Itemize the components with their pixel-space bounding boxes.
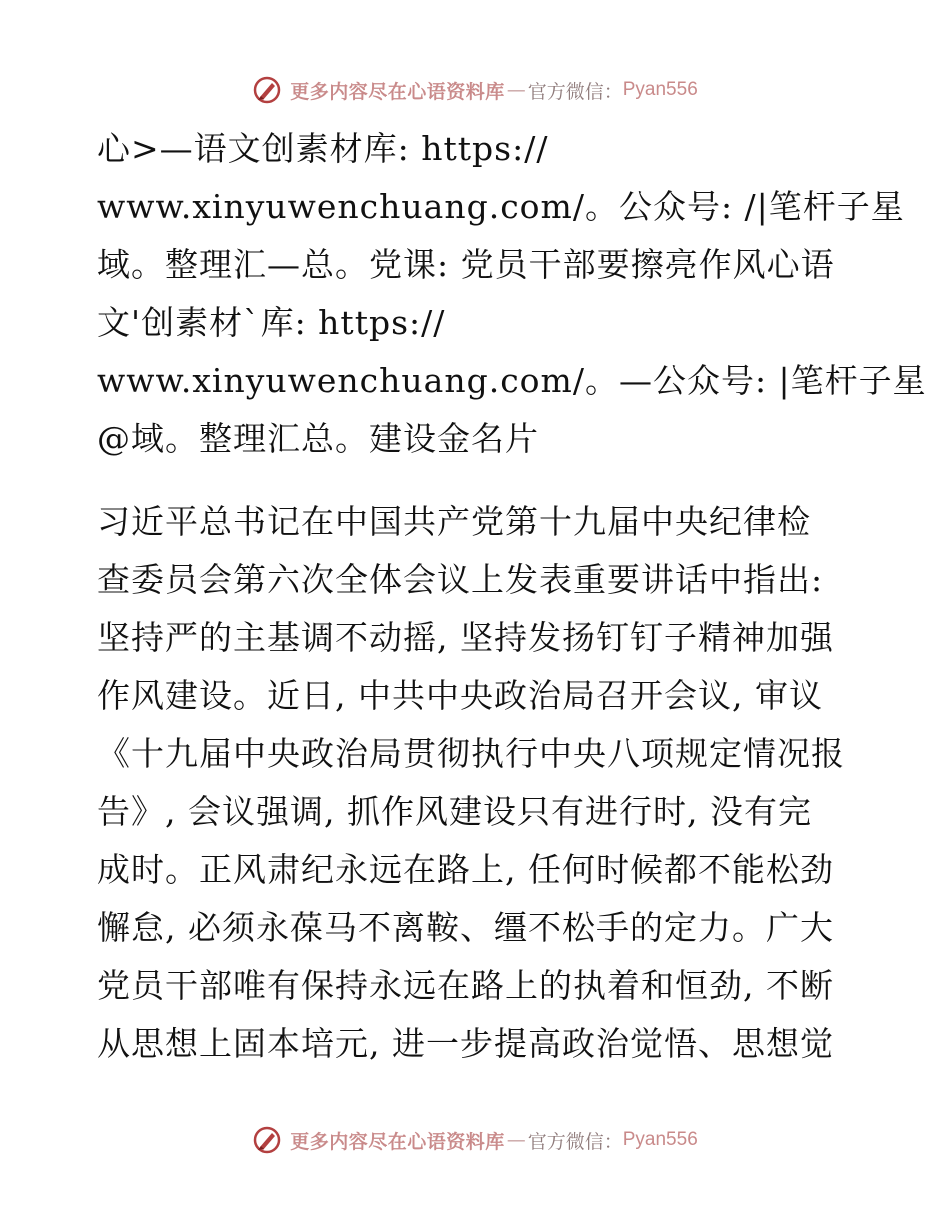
header-handle: Pyan556 xyxy=(622,79,698,100)
paragraph-2-line: 懈怠, 必须永葆马不离鞍、缰不松手的定力。广大 xyxy=(97,908,834,947)
footer-separator: — xyxy=(506,1129,526,1151)
paragraph-2-line: 告》, 会议强调, 抓作风建设只有进行时, 没有完 xyxy=(97,792,812,831)
paragraph-1-line: www.xinyuwenchuang.com/。公众号: /|笔杆子星 xyxy=(97,187,905,226)
footer-banner xyxy=(0,1120,950,1160)
paragraph-2-line: 成时。正风肃纪永远在路上, 任何时候都不能松劲 xyxy=(97,850,834,889)
footer-brand-text: 更多内容尽在心语资料库 xyxy=(290,1130,505,1153)
paragraph-1-line: www.xinyuwenchuang.com/。—公众号: |笔杆子星 xyxy=(97,361,927,400)
paragraph-2-line: 从思想上固本培元, 进一步提高政治觉悟、思想觉 xyxy=(97,1024,834,1063)
paragraph-1-line: @域。整理汇总。建设金名片 xyxy=(97,419,539,458)
paragraph-2-line: 习近平总书记在中国共产党第十九届中央纪律检 xyxy=(97,502,811,541)
header-brand-text: 更多内容尽在心语资料库 xyxy=(290,80,505,103)
paragraph-1 xyxy=(97,120,927,468)
paragraph-2-line: 《十九届中央政治局贯彻执行中央八项规定情况报 xyxy=(97,734,845,773)
footer-official-label: 官方微信： xyxy=(527,1130,623,1153)
pen-circle-icon xyxy=(252,1125,282,1155)
document-body xyxy=(97,120,927,1073)
paragraph-2-line: 党员干部唯有保持永远在路上的执着和恒劲, 不断 xyxy=(97,966,834,1005)
paragraph-1-line: 心>—语文创素材库: https:// xyxy=(97,129,549,168)
paragraph-1-line: 域。整理汇—总。党课: 党员干部要擦亮作风心语 xyxy=(97,245,835,284)
paragraph-2-line: 作风建设。近日, 中共中央政治局召开会议, 审议 xyxy=(97,676,823,715)
header-separator: — xyxy=(506,79,526,101)
paragraph-2 xyxy=(97,493,857,1073)
paragraph-2-line: 查委员会第六次全体会议上发表重要讲话中指出: xyxy=(97,560,824,599)
paragraph-gap xyxy=(97,468,857,493)
header-banner xyxy=(0,70,950,110)
paragraph-2-line: 坚持严的主基调不动摇, 坚持发扬钉钉子精神加强 xyxy=(97,618,834,657)
paragraph-1-line: 文'创素材`库: https:// xyxy=(97,303,446,342)
header-official-label: 官方微信： xyxy=(527,80,623,103)
footer-handle: Pyan556 xyxy=(622,1129,698,1150)
pen-circle-icon xyxy=(252,75,282,105)
